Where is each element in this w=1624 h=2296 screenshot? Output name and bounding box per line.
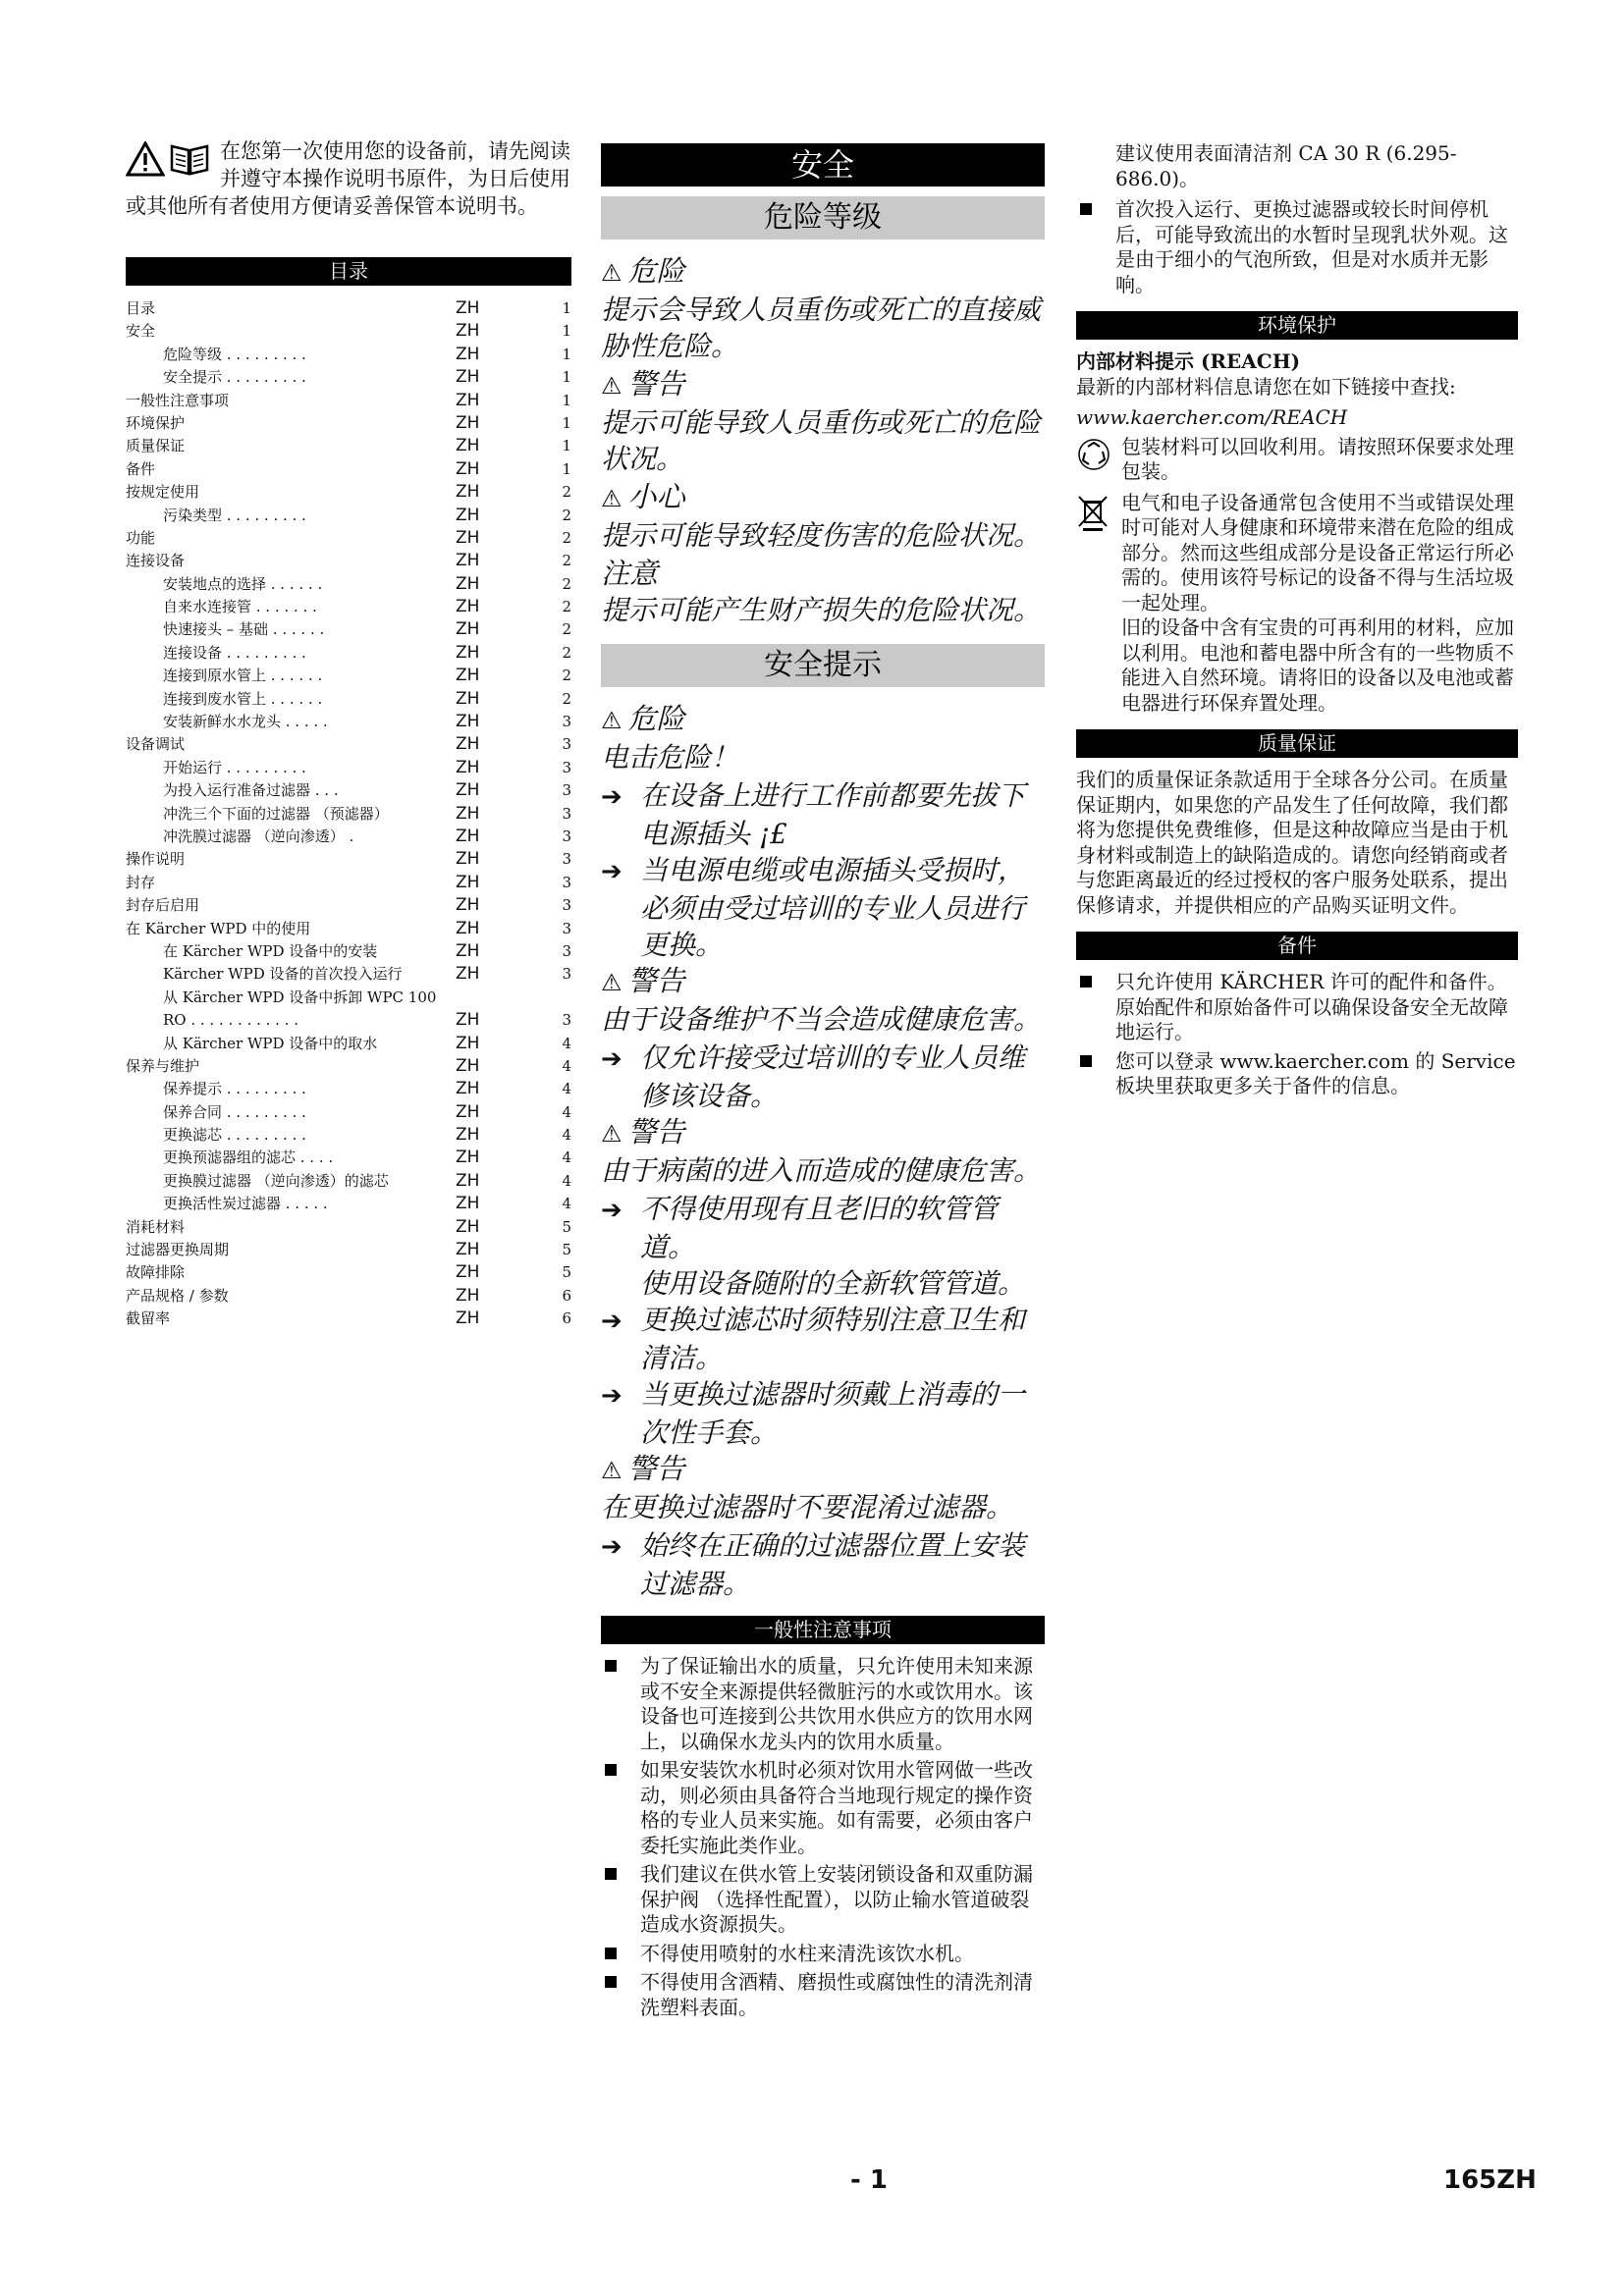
reach-link[interactable]: www.kaercher.com/REACH — [1076, 405, 1348, 429]
toc-entry-page: 4 — [562, 1034, 571, 1052]
toc-entry-page: 4 — [562, 1056, 571, 1075]
list-item — [601, 1654, 1045, 1754]
danger-level-description: 提示会导致人员重伤或死亡的直接威胁性危险。 — [601, 294, 1042, 362]
toc-entry-page: 3 — [562, 941, 571, 960]
toc-entry-title: 保养与维护 — [126, 1056, 200, 1075]
toc-entry-lang: ZH — [456, 1216, 480, 1237]
hint-step — [601, 852, 1045, 963]
hint-level-name: 警告 — [627, 964, 685, 997]
warning-triangle-icon: ⚠ — [601, 485, 623, 512]
warning-triangle-icon: ⚠ — [601, 1457, 623, 1484]
toc-entry-lang: ZH — [456, 412, 480, 433]
toc-entry-title: 环境保护 — [126, 413, 186, 432]
toc-entry-page: 1 — [562, 413, 571, 432]
toc-entry-lang: ZH — [456, 1285, 480, 1306]
toc-entry[interactable] — [126, 1193, 571, 1215]
toc-entry-title: 保养合同 . . . . . . . . . — [163, 1102, 306, 1121]
reach-text: 最新的内部材料信息请您在如下链接中查找: — [1076, 374, 1456, 399]
toc-entry-lang: ZH — [456, 849, 480, 870]
toc-entry[interactable] — [126, 412, 571, 435]
toc-entry-title: 质量保证 — [126, 437, 186, 455]
toc-entry-page: 4 — [562, 1080, 571, 1098]
general-notes-heading: 一般性注意事项 — [601, 1616, 1045, 1644]
toc-entry-page: 3 — [562, 804, 571, 823]
toc-entry-page: 4 — [562, 1171, 571, 1190]
toc-entry[interactable] — [126, 1124, 571, 1147]
toc-entry-lang: ZH — [456, 1148, 480, 1168]
right-column-content — [1076, 141, 1518, 1103]
toc-entry[interactable] — [126, 297, 571, 320]
hint-step-text: 当更换过滤器时须戴上消毒的一次性手套。 — [640, 1378, 1026, 1449]
toc-entry[interactable] — [126, 573, 571, 596]
toc-entry-title: 按规定使用 — [126, 483, 200, 502]
arrow-right-icon: ➔ — [601, 782, 623, 812]
toc-entry-lang: ZH — [456, 1308, 480, 1329]
toc-entry-lang: ZH — [456, 505, 480, 525]
list-item-text: 不得使用含酒精、磨损性或腐蚀性的清洗剂清洗塑料表面。 — [640, 1970, 1033, 2019]
warning-triangle-icon: ⚠ — [601, 259, 623, 287]
toc-entry-title: 目录 — [126, 299, 156, 317]
toc-entry-title: 更换膜过滤器 （逆向渗透）的滤芯 — [163, 1171, 389, 1190]
toc-entry-lang: ZH — [456, 803, 480, 824]
safety-section — [601, 143, 1045, 2024]
toc-entry-lang: ZH — [456, 872, 480, 892]
toc-entry-title: 更换预滤器组的滤芯 . . . . — [163, 1148, 334, 1167]
toc-entry-page: 2 — [562, 528, 571, 547]
toc-entry-title: 快速接头 – 基础 . . . . . . — [163, 620, 325, 639]
list-item-text: 只允许使用 KÄRCHER 许可的配件和备件。原始配件和原始备件可以确保设备安全无故障地运行。 — [1115, 970, 1508, 1043]
danger-level-name: 警告 — [627, 367, 685, 400]
toc-entry-lang: ZH — [456, 734, 480, 755]
toc-entry[interactable] — [126, 848, 571, 871]
toc-entry[interactable] — [126, 918, 571, 940]
toc-entry-lang: ZH — [456, 551, 480, 571]
toc-entry-page: 6 — [562, 1309, 571, 1328]
toc-entry[interactable] — [126, 1078, 571, 1100]
toc-entry-lang: ZH — [456, 436, 480, 456]
toc-entry-page: 3 — [562, 713, 571, 731]
toc-entry-page: 4 — [562, 1102, 571, 1121]
toc-entry-page: 1 — [562, 368, 571, 387]
hint-step — [601, 1191, 1045, 1265]
toc-entry-title: 冲洗三个下面的过滤器 （预滤器） — [163, 804, 389, 823]
list-item-text: 为了保证输出水的质量，只允许使用未知来源或不安全来源提供轻微脏污的水或饮用水。该设备也可连接到公共饮用水供应方的饮用水网上，以确保水龙头内的饮用水质量。 — [640, 1654, 1033, 1753]
toc-entry[interactable] — [126, 1239, 571, 1261]
toc-entry-title: 污染类型 . . . . . . . . . — [163, 506, 306, 524]
toc-entry-lang: ZH — [456, 666, 480, 686]
hint-step-text: 在设备上进行工作前都要先拔下电源插头 ¡£ — [640, 779, 1026, 850]
toc-entry-page: 3 — [562, 873, 571, 891]
toc-entry-lang: ZH — [456, 1101, 480, 1122]
warning-triangle-icon: ⚠ — [601, 372, 623, 400]
toc-entry-lang: ZH — [456, 390, 480, 410]
toc-entry-title: 更换活性炭过滤器 . . . . . — [163, 1195, 328, 1213]
toc-entry-page: 2 — [562, 667, 571, 685]
hint-level-label — [601, 1451, 1045, 1489]
toc-heading: 目录 — [126, 257, 571, 286]
toc-entry-lang: ZH — [456, 1194, 480, 1214]
danger-level-description: 提示可能导致轻度伤害的危险状况。 — [601, 519, 1042, 552]
toc-entry-title: 一般性注意事项 — [126, 391, 230, 409]
danger-level-label — [601, 366, 1045, 404]
toc-entry-lang: ZH — [456, 298, 480, 318]
toc-entry-page: 2 — [562, 483, 571, 502]
toc-entry-title: 冲洗膜过滤器 （逆向渗透） . — [163, 827, 354, 845]
spare-parts-heading: 备件 — [1076, 932, 1518, 960]
hint-level-name: 警告 — [627, 1452, 685, 1485]
toc-entry-lang: ZH — [456, 482, 480, 503]
toc-entry-title: 安全提示 . . . . . . . . . — [163, 368, 306, 387]
warranty-text: 我们的质量保证条款适用于全球各分公司。在质量保证期内，如果您的产品发生了任何故障，我们都将为您提供免费维修，但是这种故障应当是由于机身材料或制造上的缺陷造成的。请您向经销商或者与您距离最近的经过授权的客户服务处联系，提出保修请求，并提供相应的产品购买证明文件。 — [1076, 768, 1508, 917]
danger-level-label — [601, 556, 1045, 592]
bullet-square-icon — [605, 1868, 617, 1880]
toc-entry-title: RO . . . . . . . . . . . . — [163, 1011, 299, 1030]
toc-entry-page: 3 — [562, 735, 571, 754]
toc-entry-page: 3 — [562, 1011, 571, 1030]
weee-note: 电气和电子设备通常包含使用不当或错误处理时可能对人身健康和环境带来潜在危险的组成部分。然而这些组成部分是设备正常运行所必需的。使用该符号标记的设备不得与生活垃圾一起处理。 旧的设备中含有宝贵的可再利用的材料，应加以利用。电池和蓄电器中所含有的一些物质不能进入自然环境。请将旧的设备以及电池或蓄电器进行环保弃置处理。 — [1076, 491, 1518, 717]
toc-entry-title: 为投入运行准备过滤器 . . . — [163, 781, 339, 800]
arrow-right-icon: ➔ — [601, 1044, 623, 1074]
toc-entry-page: 4 — [562, 1126, 571, 1145]
toc-entry-title: 开始运行 . . . . . . . . . — [163, 758, 306, 776]
toc-entry-page: 3 — [562, 965, 571, 984]
list-item-text: 我们建议在供水管上安装闭锁设备和双重防漏保护阀 （选择性配置），以防止输水管道破裂造成水资源损失。 — [640, 1862, 1033, 1936]
toc-entry[interactable] — [126, 688, 571, 711]
toc-entry-title: 安装新鲜水水龙头 . . . . . — [163, 713, 328, 731]
list-item — [601, 1862, 1045, 1938]
toc-entry-lang: ZH — [456, 1055, 480, 1076]
list-item-text: 您可以登录 www.kaercher.com 的 Service 板块里获取更多关于备件的信息。 — [1115, 1048, 1516, 1097]
danger-levels-heading: 危险等级 — [601, 196, 1045, 240]
toc-entry-page: 3 — [562, 827, 571, 845]
toc-entry-lang: ZH — [456, 1170, 480, 1191]
hint-level-name: 危险 — [627, 702, 685, 735]
reach-title: 内部材料提示 (REACH) — [1076, 349, 1301, 373]
hint-step-text: 当电源电缆或电源插头受损时，必须由受过培训的专业人员进行更换。 — [640, 854, 1026, 961]
hint-step-text: 更换过滤芯时须特别注意卫生和清洁。 — [640, 1304, 1026, 1374]
bullet-square-icon — [1080, 203, 1092, 215]
warranty-heading: 质量保证 — [1076, 729, 1518, 758]
intro-icons — [126, 141, 210, 177]
toc-entry[interactable] — [126, 390, 571, 412]
toc-entry-page: 1 — [562, 459, 571, 478]
toc-entry[interactable] — [126, 618, 571, 641]
crossed-bin-icon — [1076, 493, 1110, 532]
bullet-square-icon — [605, 1976, 617, 1988]
recycle-note: 包装材料可以回收利用。请按照环保要求处理包装。 — [1076, 435, 1518, 485]
toc-entry[interactable] — [126, 872, 571, 894]
danger-level-label — [601, 253, 1045, 292]
toc-entry-page: 3 — [562, 758, 571, 776]
toc-entry-lang: ZH — [456, 895, 480, 916]
toc-entry-title: 从 Kärcher WPD 设备中拆卸 WPC 100 — [163, 988, 437, 1006]
document-code: 165ZH — [1443, 2165, 1537, 2195]
toc-entry-page: 3 — [562, 896, 571, 915]
toc-entry-title: 功能 — [126, 528, 156, 547]
page-number: - 1 — [850, 2165, 888, 2195]
toc-entry-page: 3 — [562, 850, 571, 869]
toc-entry-page: 2 — [562, 689, 571, 708]
hint-step — [601, 1527, 1045, 1602]
toc-entry-page: 5 — [562, 1263, 571, 1282]
warning-triangle-icon: ⚠ — [601, 1120, 623, 1148]
toc-entry[interactable] — [126, 1101, 571, 1124]
toc-entry[interactable] — [126, 344, 571, 366]
warning-triangle-icon: ⚠ — [601, 969, 623, 996]
bullet-square-icon — [605, 1948, 617, 1959]
toc-entry-title: 安装地点的选择 . . . . . . — [163, 574, 323, 593]
intro-notice — [126, 137, 571, 220]
toc-entry-title: 消耗材料 — [126, 1217, 186, 1236]
toc-entry-title: 操作说明 — [126, 850, 186, 869]
toc-entry-lang: ZH — [456, 344, 480, 364]
toc-entry-title: 保养提示 . . . . . . . . . — [163, 1080, 306, 1098]
toc-entry-title: 在 Kärcher WPD 设备中的安装 — [163, 941, 378, 960]
toc-entry-title: 连接设备 — [126, 552, 186, 570]
toc-entry-lang: ZH — [456, 940, 480, 961]
intro-text: 在您第一次使用您的设备前，请先阅读并遵守本操作说明书原件，为日后使用或其他所有者使用方便请妥善保管本说明书。 — [126, 139, 570, 218]
toc-entry-title: 连接到原水管上 . . . . . . — [163, 667, 323, 685]
spare-parts-list — [1076, 970, 1518, 1099]
hint-level-name: 警告 — [627, 1115, 685, 1148]
toc-entry[interactable] — [126, 505, 571, 527]
hint-level-label — [601, 963, 1045, 1001]
toc-entry-title: 更换滤芯 . . . . . . . . . — [163, 1126, 306, 1145]
safety-hints — [601, 701, 1045, 1602]
hint-step-text: 仅允许接受过培训的专业人员维修该设备。 — [640, 1041, 1026, 1112]
bullet-square-icon — [605, 1660, 617, 1672]
toc-entry[interactable] — [126, 458, 571, 481]
list-item-text: 如果安装饮水机时必须对饮用水管网做一些改动，则必须由具备符合当地现行规定的操作资格的专业人员来实施。如有需要，必须由客户委托实施此类作业。 — [640, 1758, 1033, 1857]
toc-entry-title: 备件 — [126, 459, 156, 478]
hint-description: 由于设备维护不当会造成健康危害。 — [601, 1003, 1042, 1036]
toc-entry-title: 设备调试 — [126, 735, 186, 754]
toc-entry-page: 2 — [562, 574, 571, 593]
recycle-icon — [1076, 437, 1111, 472]
toc-entry[interactable] — [126, 596, 571, 618]
toc-entry-lang: ZH — [456, 1010, 480, 1031]
toc-entry-page: 2 — [562, 598, 571, 616]
toc-entry[interactable] — [126, 642, 571, 665]
toc-entry-page: 3 — [562, 781, 571, 800]
bullet-square-icon — [1080, 1055, 1092, 1067]
toc-entry-title: 故障排除 — [126, 1263, 186, 1282]
list-item — [1076, 1049, 1518, 1099]
toc-entry-title: Kärcher WPD 设备的首次投入运行 — [163, 965, 403, 984]
toc-entry-page: 2 — [562, 552, 571, 570]
toc-entry[interactable] — [126, 894, 571, 917]
toc-entry-lang: ZH — [456, 826, 480, 846]
danger-level-label — [601, 479, 1045, 517]
toc-entry[interactable] — [126, 1055, 571, 1078]
toc-entry[interactable] — [126, 757, 571, 779]
toc-entry[interactable] — [126, 1009, 571, 1032]
danger-level-description: 提示可能导致人员重伤或死亡的危险状况。 — [601, 406, 1042, 475]
toc-entry-page: 2 — [562, 506, 571, 524]
hint-description: 由于病菌的进入而造成的健康危害。 — [601, 1154, 1042, 1187]
general-notes-list — [601, 1654, 1045, 2020]
toc-entry-lang: ZH — [456, 619, 480, 640]
arrow-right-icon: ➔ — [601, 1307, 623, 1336]
list-item — [1076, 970, 1518, 1045]
hint-description: 在更换过滤器时不要混淆过滤器。 — [601, 1491, 1014, 1523]
toc-entry-page: 1 — [562, 299, 571, 317]
toc-entry[interactable] — [126, 550, 571, 572]
toc-entry-page: 1 — [562, 437, 571, 455]
hint-step-text: 始终在正确的过滤器位置上安装过滤器。 — [640, 1529, 1026, 1600]
bullet-square-icon — [605, 1764, 617, 1776]
toc-entry-lang: ZH — [456, 1079, 480, 1099]
toc-entry[interactable] — [126, 963, 571, 986]
toc-entry-title: 封存 — [126, 873, 156, 891]
toc-entry-page: 6 — [562, 1286, 571, 1305]
toc-entry-lang: ZH — [456, 1033, 480, 1053]
hint-step-text: 不得使用现有且老旧的软管管道。 — [640, 1193, 999, 1263]
hint-description: 电击危险！ — [601, 741, 739, 774]
toc-entry-page: 1 — [562, 322, 571, 341]
toc-entry[interactable] — [126, 1261, 571, 1284]
bullet-square-icon — [1080, 976, 1092, 988]
toc-entry-title: 从 Kärcher WPD 设备中的取水 — [163, 1034, 378, 1052]
toc-entry-lang: ZH — [456, 642, 480, 663]
toc-entry-lang: ZH — [456, 1125, 480, 1146]
toc-entry-lang: ZH — [456, 688, 480, 709]
toc-entry[interactable] — [126, 1216, 571, 1239]
toc-entry-lang: ZH — [456, 367, 480, 388]
arrow-right-icon: ➔ — [601, 1532, 623, 1562]
toc-entry-lang: ZH — [456, 1240, 480, 1260]
toc-entry-title: 连接到废水管上 . . . . . . — [163, 689, 323, 708]
toc-entry-page: 4 — [562, 1195, 571, 1213]
toc-entry[interactable] — [126, 987, 571, 1009]
hint-step — [601, 1040, 1045, 1114]
toc-entry[interactable] — [126, 733, 571, 756]
toc-entry-lang: ZH — [456, 597, 480, 617]
toc-entry-lang: ZH — [456, 573, 480, 594]
toc-entry-page: 5 — [562, 1217, 571, 1236]
list-item — [601, 1970, 1045, 2020]
toc-entry[interactable] — [126, 1170, 571, 1193]
safety-heading: 安全 — [601, 143, 1045, 187]
general-notes-list-continued — [1076, 197, 1518, 297]
toc-entry-page: 3 — [562, 919, 571, 937]
toc-entry[interactable] — [126, 481, 571, 504]
list-item — [601, 1758, 1045, 1858]
toc-entry[interactable] — [126, 435, 571, 457]
list-item: 首次投入运行、更换过滤器或较长时间停机后，可能导致流出的水暂时呈现乳状外观。这是由于细小的气泡所致，但是对水质并无影响。 — [1076, 197, 1518, 297]
arrow-right-icon: ➔ — [601, 857, 623, 886]
toc-entry-title: 危险等级 . . . . . . . . . — [163, 345, 306, 363]
hint-step — [601, 1302, 1045, 1376]
toc-entry-page: 2 — [562, 620, 571, 639]
hint-step — [601, 777, 1045, 852]
environment-heading: 环境保护 — [1076, 311, 1518, 340]
toc-entry-title: 封存后启用 — [126, 896, 200, 915]
toc-entry[interactable] — [126, 940, 571, 963]
toc-entry[interactable] — [126, 527, 571, 550]
danger-levels — [601, 253, 1045, 628]
toc-entry-title: 连接设备 . . . . . . . . . — [163, 643, 306, 662]
toc-entry-page: 1 — [562, 345, 571, 363]
toc-entry-title: 过滤器更换周期 — [126, 1241, 230, 1259]
toc-list — [126, 297, 571, 1331]
toc-entry-lang: ZH — [456, 321, 480, 342]
danger-level-name: 危险 — [627, 254, 685, 288]
toc-entry[interactable] — [126, 366, 571, 389]
toc-entry[interactable] — [126, 1308, 571, 1330]
toc-entry[interactable] — [126, 320, 571, 343]
manual-book-icon — [169, 141, 210, 177]
danger-level-description: 提示可能产生财产损失的危险状况。 — [601, 594, 1042, 626]
toc-entry-title: 产品规格 / 参数 — [126, 1286, 229, 1305]
toc-entry-lang: ZH — [456, 1262, 480, 1283]
toc-entry-title: 安全 — [126, 322, 156, 341]
danger-level-name: 小心 — [627, 480, 685, 513]
toc-entry-title: 截留率 — [126, 1309, 171, 1328]
toc-entry-page: 4 — [562, 1148, 571, 1167]
list-item — [601, 1942, 1045, 1967]
toc-entry-page: 2 — [562, 643, 571, 662]
toc-entry-lang: ZH — [456, 458, 480, 479]
toc-entry[interactable] — [126, 711, 571, 733]
toc-entry-lang: ZH — [456, 527, 480, 548]
safety-hints-heading: 安全提示 — [601, 644, 1045, 687]
toc-entry[interactable] — [126, 779, 571, 802]
toc-entry[interactable] — [126, 665, 571, 687]
arrow-right-icon: ➔ — [601, 1381, 623, 1411]
toc-entry-page: 5 — [562, 1241, 571, 1259]
toc-entry[interactable] — [126, 826, 571, 848]
toc-entry[interactable] — [126, 1285, 571, 1308]
toc-entry[interactable] — [126, 1033, 571, 1055]
hint-level-label — [601, 1114, 1045, 1152]
arrow-right-icon: ➔ — [601, 1196, 623, 1225]
warning-triangle-icon — [126, 141, 165, 177]
toc-entry-lang: ZH — [456, 757, 480, 777]
toc-entry-lang: ZH — [456, 712, 480, 732]
hint-step — [601, 1376, 1045, 1451]
toc-entry[interactable] — [126, 803, 571, 826]
toc-entry-title: 自来水连接管 . . . . . . . — [163, 598, 317, 616]
hint-level-label — [601, 701, 1045, 739]
toc-entry-lang: ZH — [456, 964, 480, 985]
toc-entry-lang: ZH — [456, 918, 480, 938]
hint-step-continued: 使用设备随附的全新软管管道。 — [640, 1267, 1026, 1300]
toc-entry-title: 在 Kärcher WPD 中的使用 — [126, 919, 311, 937]
general-notes-continued: 建议使用表面清洁剂 CA 30 R (6.295-686.0)。 — [1115, 141, 1457, 190]
toc-entry[interactable] — [126, 1147, 571, 1169]
warning-triangle-icon: ⚠ — [601, 707, 623, 734]
toc-entry-page: 1 — [562, 391, 571, 409]
toc-entry-lang: ZH — [456, 780, 480, 801]
danger-level-name: 注意 — [601, 557, 659, 590]
list-item-text: 不得使用喷射的水柱来清洗该饮水机。 — [640, 1941, 974, 1965]
